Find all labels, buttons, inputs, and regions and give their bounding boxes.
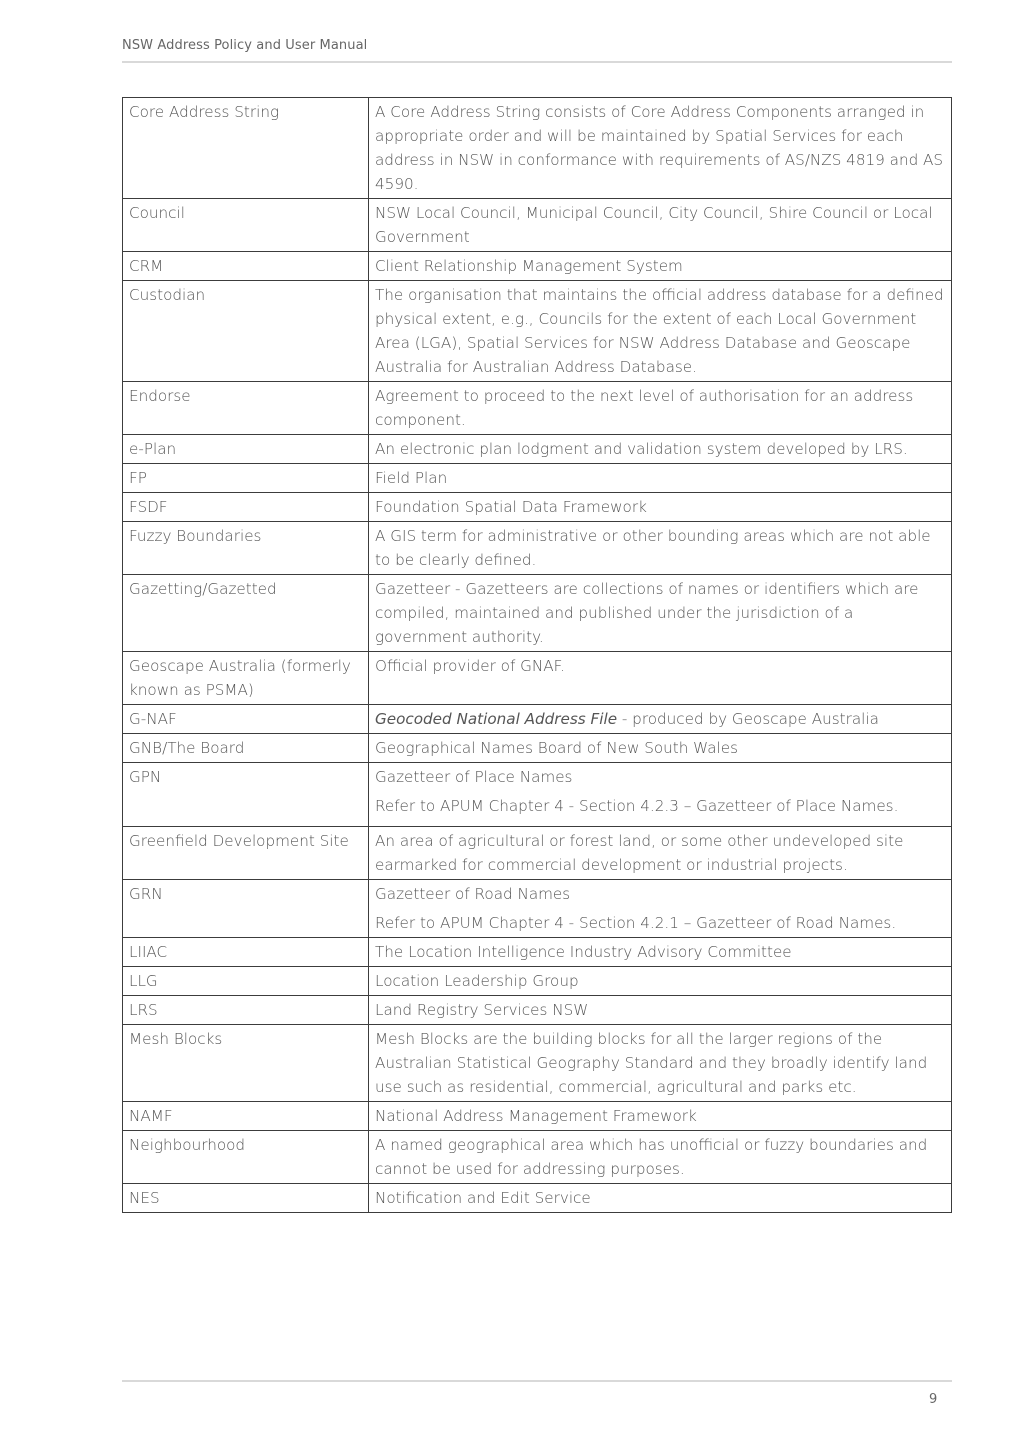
glossary-definition: Geographical Names Board of New South Wales [369,734,952,763]
table-row [123,464,952,493]
glossary-definition: A GIS term for administrative or other bounding areas which are not able to be clearly defined. [369,522,952,575]
glossary-definition: Location Leadership Group [369,967,952,996]
table-row [123,734,952,763]
glossary-definition: Field Plan [369,464,952,493]
glossary-definition: Gazetteer - Gazetteers are collections of names or identifiers which are compiled, maintained and published under the jurisdiction of a government authority. [369,575,952,652]
definition-text: - produced by Geoscape Australia [617,710,879,728]
table-row [123,493,952,522]
glossary-term: NAMF [123,1102,369,1131]
table-row [123,199,952,252]
glossary-term: LLG [123,967,369,996]
table-row [123,763,952,827]
glossary-definition: Gazetteer of Place Names Refer to APUM Chapter 4 - Section 4.2.3 – Gazetteer of Place Names. [369,763,952,827]
glossary-term: G-NAF [123,705,369,734]
glossary-definition: Foundation Spatial Data Framework [369,493,952,522]
glossary-definition [369,705,952,734]
glossary-definition: Agreement to proceed to the next level of authorisation for an address component. [369,382,952,435]
glossary-term: LIIAC [123,938,369,967]
table-row [123,938,952,967]
glossary-term: Core Address String [123,98,369,199]
glossary-term: GNB/The Board [123,734,369,763]
glossary-term: e-Plan [123,435,369,464]
table-row [123,1025,952,1102]
table-row [123,1102,952,1131]
glossary-definition: The Location Intelligence Industry Advisory Committee [369,938,952,967]
glossary-term: Mesh Blocks [123,1025,369,1102]
glossary-definition: Client Relationship Management System [369,252,952,281]
glossary-definition: An electronic plan lodgment and validation system developed by LRS. [369,435,952,464]
glossary-definition: An area of agricultural or forest land, or some other undeveloped site earmarked for commercial development or industrial projects. [369,827,952,880]
glossary-term: CRM [123,252,369,281]
glossary-term: GRN [123,880,369,938]
glossary-term: Fuzzy Boundaries [123,522,369,575]
table-row [123,435,952,464]
table-row [123,880,952,938]
table-row [123,705,952,734]
glossary-term: Neighbourhood [123,1131,369,1184]
glossary-definition: A named geographical area which has unofficial or fuzzy boundaries and cannot be used for addressing purposes. [369,1131,952,1184]
table-row [123,382,952,435]
glossary-definition: A Core Address String consists of Core Address Components arranged in appropriate order and will be maintained by Spatial Services for each address in NSW in conformance with requirements of AS/NZS 4819 and AS 4590. [369,98,952,199]
table-row [123,522,952,575]
table-row [123,575,952,652]
table-row [123,1184,952,1213]
table-row [123,252,952,281]
table-row [123,967,952,996]
glossary-term: Council [123,199,369,252]
table-row [123,98,952,199]
page-number: 9 [929,1392,938,1407]
running-header: NSW Address Policy and User Manual [122,38,368,53]
italic-title: Geocoded National Address File [375,710,618,728]
glossary-definition: The organisation that maintains the official address database for a defined physical extent, e.g., Councils for the extent of each Local Government Area (LGA), Spatial Services for NSW Address Database and Geoscape Australia for Australian Address Database. [369,281,952,382]
table-row [123,827,952,880]
glossary-term: FP [123,464,369,493]
table-row [123,1131,952,1184]
glossary-term: Endorse [123,382,369,435]
glossary-term: Geoscape Australia (formerly known as PSMA) [123,652,369,705]
glossary-term: LRS [123,996,369,1025]
glossary-definition: Notification and Edit Service [369,1184,952,1213]
table-row [123,281,952,382]
glossary-term: Gazetting/Gazetted [123,575,369,652]
table-row [123,652,952,705]
glossary-definition: Mesh Blocks are the building blocks for all the larger regions of the Australian Statistical Geography Standard and they broadly identify land use such as residential, commercial, agricultural and parks etc. [369,1025,952,1102]
glossary-definition: Land Registry Services NSW [369,996,952,1025]
glossary-term: Greenfield Development Site [123,827,369,880]
glossary-table [122,97,952,1213]
glossary-term: Custodian [123,281,369,382]
glossary-term: GPN [123,763,369,827]
glossary-definition: Gazetteer of Road Names Refer to APUM Chapter 4 - Section 4.2.1 – Gazetteer of Road Names. [369,880,952,938]
footer-rule [122,1380,952,1382]
glossary-definition: NSW Local Council, Municipal Council, City Council, Shire Council or Local Government [369,199,952,252]
glossary-term: NES [123,1184,369,1213]
header-rule [122,61,952,63]
table-row [123,996,952,1025]
glossary-definition: National Address Management Framework [369,1102,952,1131]
glossary-definition: Official provider of GNAF. [369,652,952,705]
glossary-term: FSDF [123,493,369,522]
